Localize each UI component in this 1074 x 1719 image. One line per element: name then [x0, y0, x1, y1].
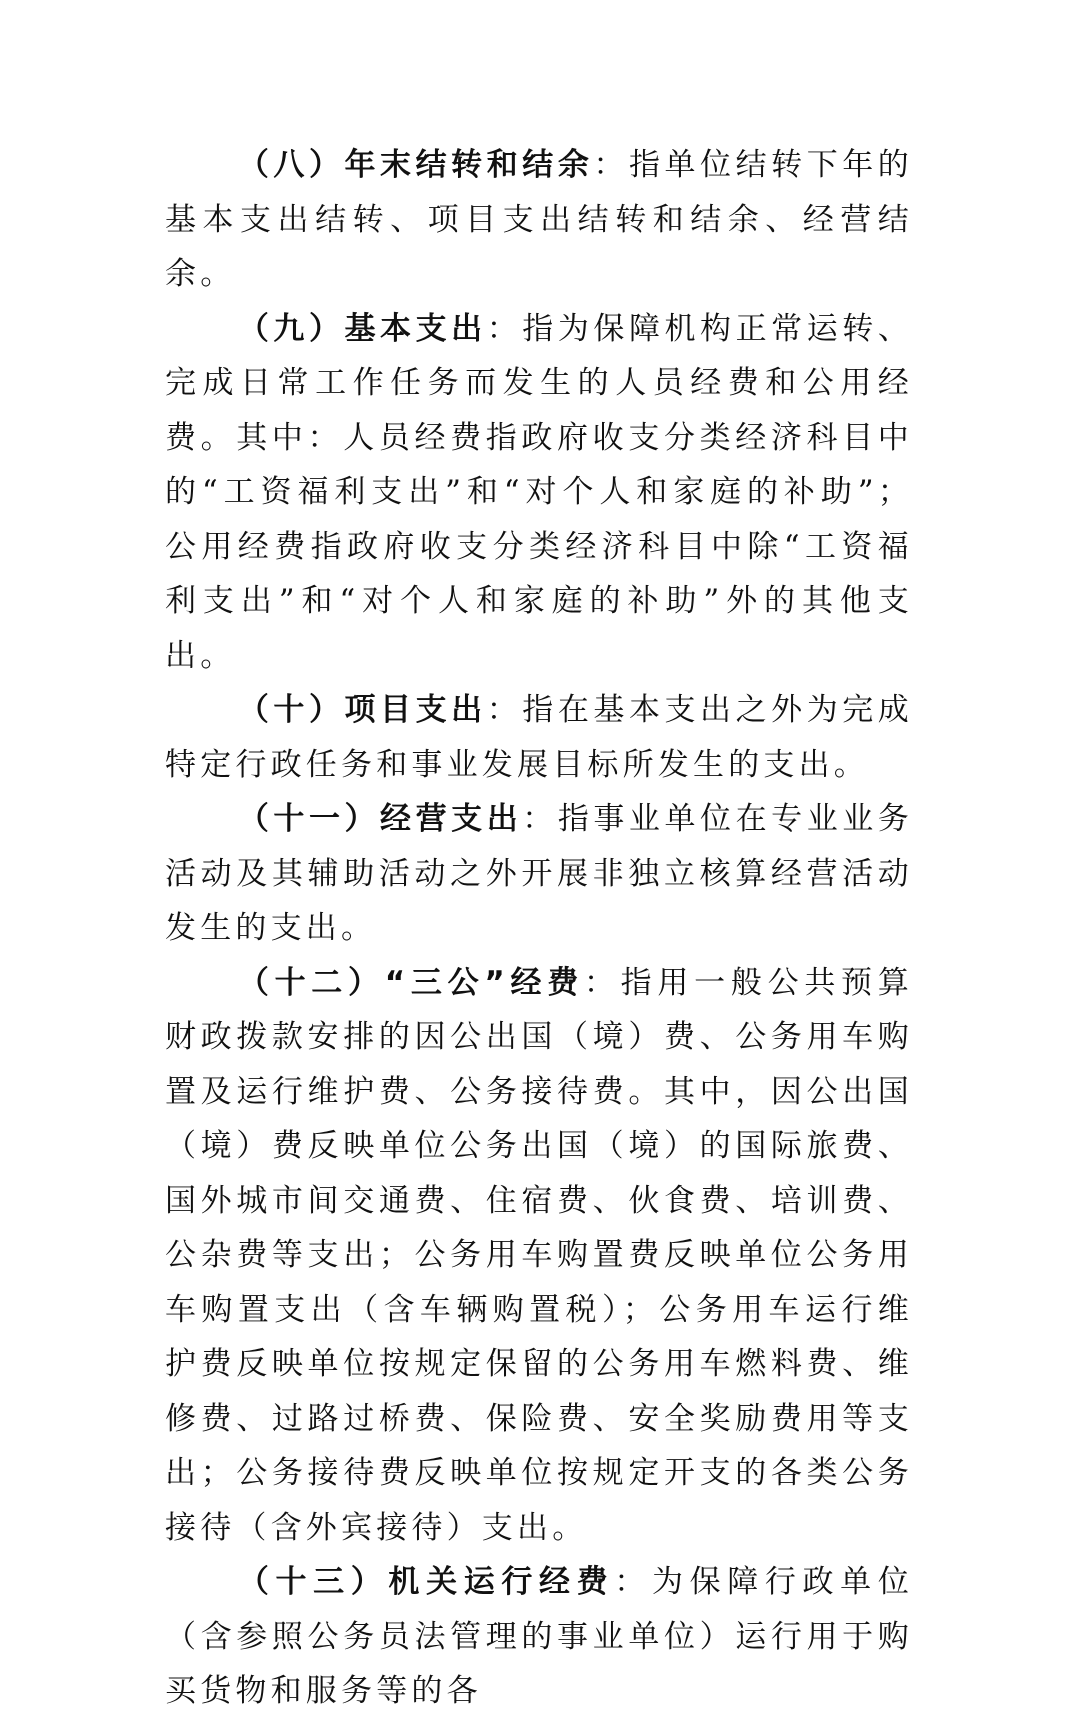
- paragraph-basic-expenditure: [165, 302, 913, 684]
- term-heading: （十一）经营支出: [237, 801, 523, 837]
- paragraph-year-end-carryover: [165, 138, 913, 302]
- term-heading: （十三）机关运行经费: [237, 1564, 615, 1600]
- term-colon: ：: [522, 801, 558, 837]
- paragraph-text: 指单位结转下年的基本支出结转、项目支出结转和结余、经营结余。: [165, 147, 914, 292]
- document-page: [165, 138, 913, 1719]
- term-colon: ：: [486, 692, 523, 728]
- term-heading: （十）项目支出: [237, 692, 487, 728]
- term-colon: ：: [583, 964, 621, 1001]
- term-colon: ：: [486, 310, 523, 347]
- term-heading: （十二）“三公”经费: [237, 964, 584, 1001]
- paragraph-text: 指在基本支出之外为完成特定行政任务和事业发展目标所发生的支出。: [165, 692, 914, 783]
- paragraph-text: 指事业单位在专业业务活动及其辅助活动之外开展非独立核算经营活动发生的支出。: [165, 801, 913, 946]
- paragraph-agency-operating-funds: [165, 1555, 913, 1719]
- paragraph-text: 为保障行政单位（含参照公务员法管理的事业单位）运行用于购买货物和服务等的各: [165, 1564, 914, 1709]
- paragraph-operating-expenditure: [165, 792, 913, 956]
- term-heading: （九）基本支出: [237, 310, 487, 347]
- paragraph-text: 指为保障机构正常运转、完成日常工作任务而发生的人员经费和公用经费。其中：人员经费指政府收支分类经济科目中的“工资福利支出”和“对个人和家庭的补助”；公用经费指政府收支分类经济科目中除“工资福利支出”和“对个人和家庭的补助”外的其他支出。: [165, 310, 914, 674]
- term-heading: （八）年末结转和结余: [237, 147, 594, 183]
- term-colon: ：: [593, 147, 629, 183]
- paragraph-three-public-expenses: [165, 956, 913, 1556]
- paragraph-project-expenditure: [165, 683, 913, 792]
- term-colon: ：: [614, 1564, 652, 1600]
- paragraph-text: 指用一般公共预算财政拨款安排的因公出国（境）费、公务用车购置及运行维护费、公务接待费。其中，因公出国（境）费反映单位公务出国（境）的国际旅费、国外城市间交通费、住宿费、伙食费、培训费、公杂费等支出；公务用车购置费反映单位公务用车购置支出（含车辆购置税）；公务用车运行维护费反映单位按规定保留的公务用车燃料费、维修费、过路过桥费、保险费、安全奖励费用等支出；公务接待费反映单位按规定开支的各类公务接待（含外宾接待）支出。: [165, 964, 913, 1546]
